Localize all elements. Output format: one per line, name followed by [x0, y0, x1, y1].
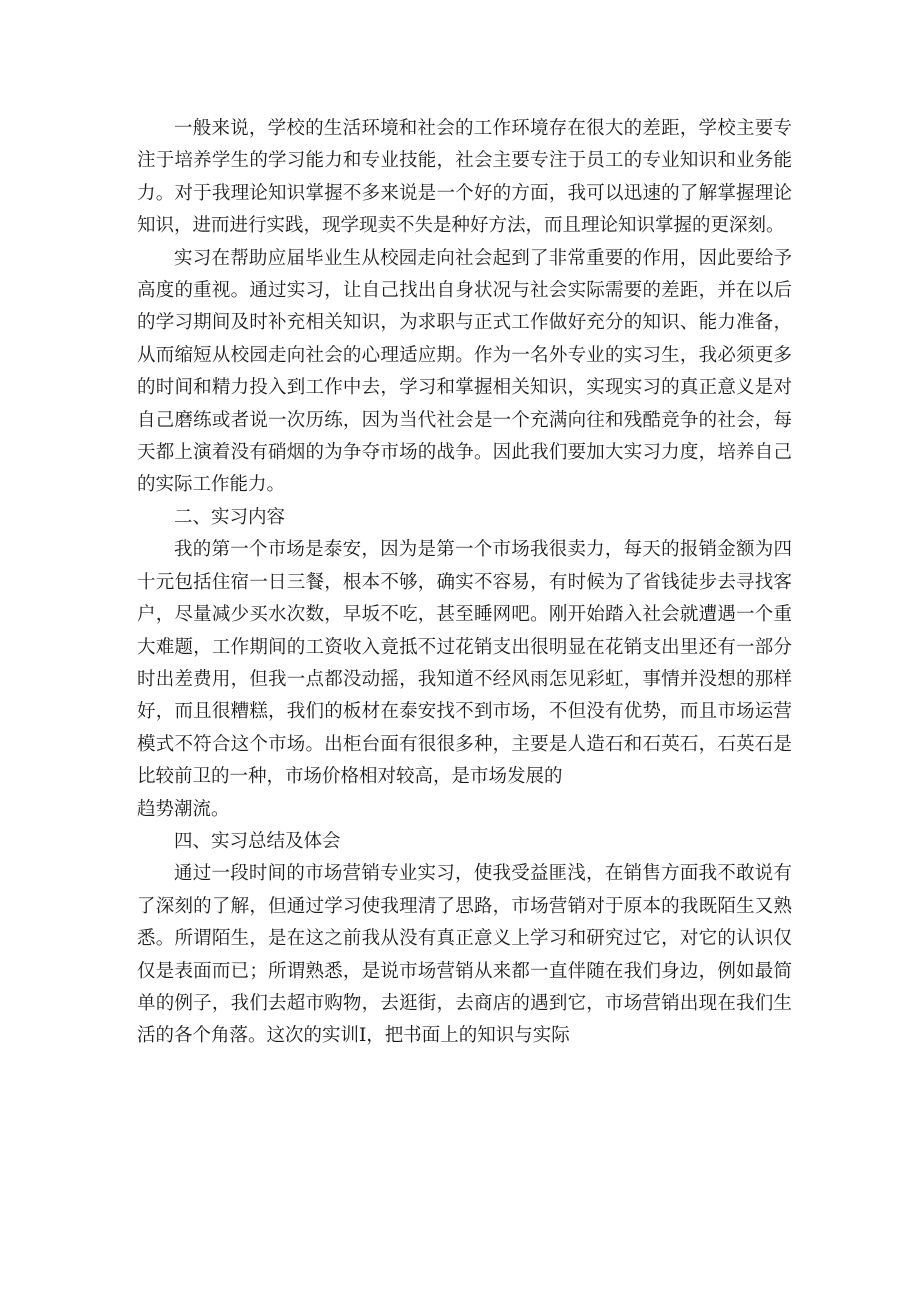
paragraph-3: 我的第一个市场是泰安，因为是第一个市场我很卖力，每天的报销金额为四十元包括住宿一日三餐，根本不够，确实不容易，有时候为了省钱徒步去寻找客户，尽量减少买水次数，早坂不吃，甚至睡网吧。刚开始踏入社会就遭遇一个重大难题，工作期间的工资收入竟抵不过花销支出很明显在花销支出里还有一部分时出差费用，但我一点都没动摇，我知道不经风雨怎见彩虹，事情并没想的那样好，而且很糟糕，我们的板材在泰安找不到市场，不但没有优势，而且市场运营模式不符合这个市场。出柜台面有很很多种，主要是人造石和石英石，石英石是比较前卫的一种，市场价格相对较高，是市场发展的 — [137, 539, 792, 788]
paragraph-2: 实习在帮助应届毕业生从校园走向社会起到了非常重要的作用，因此要给予高度的重视。通过实习，让自己找出自身状况与社会实际需要的差距，并在以后的学习期间及时补充相关知识，为求职与正式工作做好充分的知识、能力准备，从而缩短从校园走向社会的心理适应期。作为一名外专业的实习生，我必须更多的时间和精力投入到工作中去，学习和掌握相关知识，实现实习的真正意义是对自己磨练或者说一次历练，因为当代社会是一个充满向往和残酷竞争的社会，每天都上演着没有硝烟的为争夺市场的战争。因此我们要加大实习力度，培养自己的实际工作能力。 — [137, 247, 792, 496]
section-heading-summary: 四、实习总结及体会 — [174, 830, 341, 852]
paragraph-3-continuation: 趋势潮流。 — [137, 798, 230, 820]
paragraph-4: 通过一段时间的市场营销专业实习，使我受益匪浅，在销售方面我不敢说有了深刻的了解，但通过学习使我理清了思路，市场营销对于原本的我既陌生又熟悉。所谓陌生，是在这之前我从没有真正意义上学习和研究过它，对它的认识仅仅是表面而已；所谓熟悉，是说市场营销从来都一直伴随在我们身边，例如最简单的例子，我们去超市购物，去逛街，去商店的遇到它，市场营销出现在我们生活的各个角落。这次的实训I，把书面上的知识与实际 — [137, 863, 792, 1047]
document-body — [137, 113, 792, 1053]
paragraph-1: 一般来说，学校的生活环境和社会的工作环境存在很大的差距，学校主要专注于培养学生的学习能力和专业技能，社会主要专注于员工的专业知识和业务能力。对于我理论知识掌握不多来说是一个好的方面，我可以迅速的了解掌握理论知识，进而进行实践，现学现卖不失是种好方法，而且理论知识掌握的更深刻。 — [137, 118, 792, 237]
section-heading-internship-content: 二、实习内容 — [174, 506, 286, 528]
